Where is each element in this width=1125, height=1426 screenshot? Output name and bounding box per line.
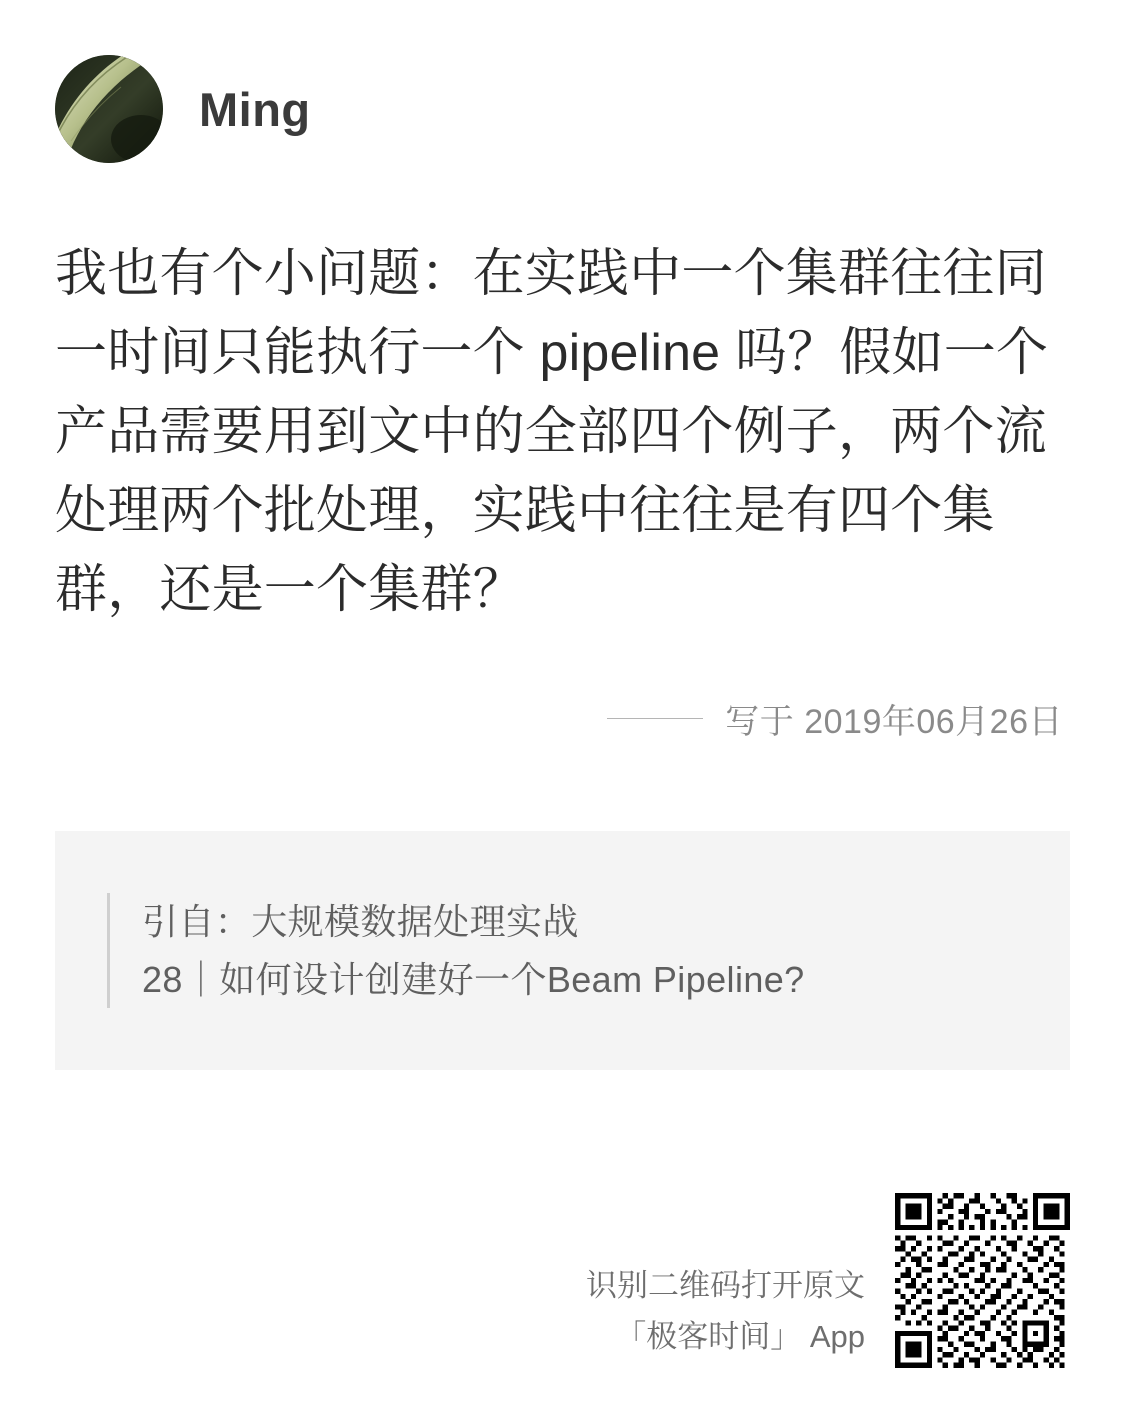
qr-hint-line1: 识别二维码打开原文 bbox=[586, 1267, 865, 1303]
leaf-avatar-icon bbox=[55, 55, 163, 163]
qr-code-icon[interactable] bbox=[895, 1193, 1070, 1368]
quote-source: 引自：大规模数据处理实战 bbox=[142, 901, 579, 943]
avatar[interactable] bbox=[55, 55, 163, 163]
card-footer bbox=[586, 1193, 1070, 1368]
author-name: Ming bbox=[199, 82, 311, 136]
horizontal-rule-icon bbox=[607, 718, 703, 719]
qr-hint bbox=[586, 1260, 865, 1368]
comment-text: 我也有个小问题：在实践中一个集群往往同一时间只能执行一个 pipeline 吗？假如一个产品需要用到文中的全部四个例子，两个流处理两个批处理，实践中往往是有四个集群，还是一个集群？ bbox=[55, 245, 1049, 620]
signature-date: 写于 2019年06月26日 bbox=[725, 703, 1063, 742]
signature bbox=[0, 694, 1063, 743]
quote-article: 28｜如何设计创建好一个Beam Pipeline? bbox=[142, 958, 805, 1000]
quote-block[interactable] bbox=[55, 831, 1070, 1070]
quote-inner bbox=[107, 893, 1070, 1008]
card-header bbox=[0, 0, 1125, 163]
qr-hint-line2: 「极客时间」 App bbox=[615, 1318, 865, 1354]
